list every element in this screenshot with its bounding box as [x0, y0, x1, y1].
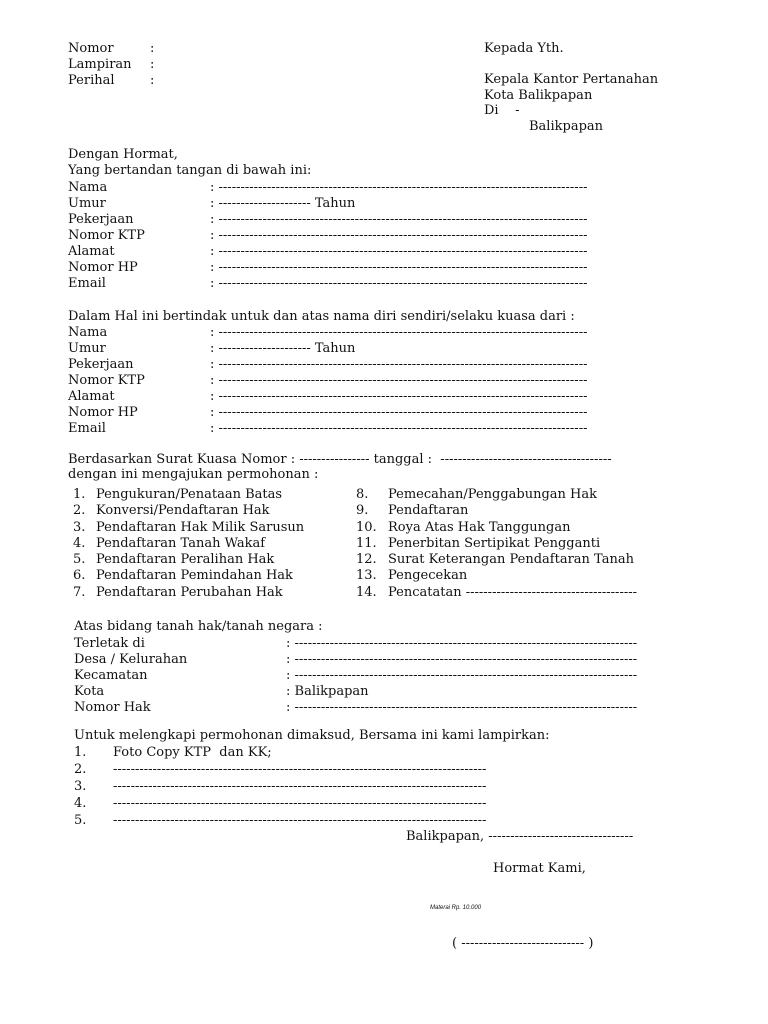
field-value: : Balikpapan	[286, 684, 369, 699]
field-value: : ------------------------------------------------------------------------------------	[210, 389, 588, 404]
field-value: : --------------------- Tahun	[210, 196, 356, 211]
attachment-item: -------------------------------------------------------------------------------------	[113, 779, 487, 794]
field-value: : ------------------------------------------------------------------------------	[286, 668, 638, 683]
field-label: Pekerjaan	[68, 357, 134, 372]
field-value: : ------------------------------------------------------------------------------------	[210, 357, 588, 372]
field-label: Kecamatan	[74, 668, 148, 683]
field-value: : --------------------- Tahun	[210, 341, 356, 356]
recipient-line: Kepala Kantor Pertanahan	[484, 72, 659, 87]
field-value: : ------------------------------------------------------------------------------------	[210, 373, 588, 388]
attachment-item: -------------------------------------------------------------------------------------	[113, 796, 487, 811]
service-item: Pendaftaran Hak Milik Sarusun	[96, 520, 305, 535]
field-value: : ------------------------------------------------------------------------------------	[210, 212, 588, 227]
field-label: Email	[68, 421, 106, 436]
service-item: Konversi/Pendaftaran Hak	[96, 503, 270, 518]
service-item: Pendaftaran Pemindahan Hak	[96, 568, 293, 583]
attachment-item: -------------------------------------------------------------------------------------	[113, 762, 487, 777]
signature-line: ( ---------------------------- )	[452, 936, 594, 951]
field-label: Alamat	[68, 244, 115, 259]
field-value: : ------------------------------------------------------------------------------------	[210, 244, 588, 259]
stamp-note: Materai Rp. 10.000	[430, 905, 482, 911]
field-label: Nomor KTP	[68, 373, 145, 388]
field-value: : ------------------------------------------------------------------------------	[286, 636, 638, 651]
attachment-number: 1.	[74, 745, 87, 760]
service-number: 6.	[73, 568, 86, 583]
service-number: 10.	[356, 520, 377, 535]
field-value: : ------------------------------------------------------------------------------------	[210, 325, 588, 340]
intro-text: Yang bertandan tangan di bawah ini:	[68, 163, 312, 178]
field-value: : ------------------------------------------------------------------------------------	[210, 421, 588, 436]
closing: Hormat Kami,	[493, 861, 586, 876]
field-label: Email	[68, 276, 106, 291]
field-label: Nama	[68, 180, 108, 195]
field-label: Nama	[68, 325, 108, 340]
service-number: 14.	[356, 585, 377, 600]
nomor-label: Nomor	[68, 41, 114, 56]
attachment-number: 2.	[74, 762, 87, 777]
field-value: : ------------------------------------------------------------------------------	[286, 652, 638, 667]
service-item: Surat Keterangan Pendaftaran Tanah	[388, 552, 634, 567]
service-item: Pengecekan	[388, 568, 468, 583]
attachment-item: Foto Copy KTP dan KK;	[113, 745, 272, 760]
field-label: Nomor HP	[68, 405, 138, 420]
lampiran-label: Lampiran	[68, 57, 132, 72]
service-number: 13.	[356, 568, 377, 583]
service-number: 8.	[356, 487, 369, 502]
field-value: : ------------------------------------------------------------------------------------	[210, 260, 588, 275]
power-of-attorney-line: Berdasarkan Surat Kuasa Nomor : ---------------- tanggal : ---------------------------------------	[68, 452, 612, 467]
service-number: 9.	[356, 503, 369, 518]
service-item: Pendaftaran Peralihan Hak	[96, 552, 275, 567]
service-item: Pendaftaran Tanah Wakaf	[96, 536, 266, 551]
service-item: Penerbitan Sertipikat Pengganti	[388, 536, 601, 551]
field-value: : ------------------------------------------------------------------------------------	[210, 180, 588, 195]
field-label: Nomor KTP	[68, 228, 145, 243]
service-item: Pengukuran/Penataan Batas	[96, 487, 283, 502]
service-number: 1.	[73, 487, 86, 502]
recipient-line: Balikpapan	[529, 119, 604, 134]
attachment-number: 3.	[74, 779, 87, 794]
field-label: Nomor Hak	[74, 700, 151, 715]
field-value: : ------------------------------------------------------------------------------------	[210, 228, 588, 243]
service-number: 3.	[73, 520, 86, 535]
request-intro: dengan ini mengajukan permohonan :	[68, 467, 319, 482]
place-date-line: Balikpapan, ---------------------------------	[406, 829, 634, 844]
service-number: 2.	[73, 503, 86, 518]
recipient-line: Kepada Yth.	[484, 41, 564, 56]
field-label: Pekerjaan	[68, 212, 134, 227]
service-number: 5.	[73, 552, 86, 567]
field-label: Desa / Kelurahan	[74, 652, 188, 667]
recipient-line: Kota Balikpapan	[484, 88, 593, 103]
attachment-number: 5.	[74, 813, 87, 828]
field-value: : ------------------------------------------------------------------------------	[286, 700, 638, 715]
field-value: : ------------------------------------------------------------------------------------	[210, 405, 588, 420]
land-intro: Atas bidang tanah hak/tanah negara :	[74, 619, 323, 634]
attachment-item: -------------------------------------------------------------------------------------	[113, 813, 487, 828]
recipient-line: Di -	[484, 103, 520, 118]
perihal-colon: :	[150, 73, 155, 88]
service-number: 11.	[356, 536, 377, 551]
field-label: Terletak di	[74, 636, 145, 651]
lampiran-colon: :	[150, 57, 155, 72]
service-number: 12.	[356, 552, 377, 567]
service-item: Pendaftaran	[388, 503, 469, 518]
attachments-intro: Untuk melengkapi permohonan dimaksud, Bersama ini kami lampirkan:	[74, 728, 550, 743]
service-number: 4.	[73, 536, 86, 551]
service-item: Roya Atas Hak Tanggungan	[388, 520, 571, 535]
nomor-colon: :	[150, 41, 155, 56]
service-item: Pendaftaran Perubahan Hak	[96, 585, 283, 600]
field-label: Nomor HP	[68, 260, 138, 275]
on-behalf-intro: Dalam Hal ini bertindak untuk dan atas nama diri sendiri/selaku kuasa dari :	[68, 309, 575, 324]
greeting: Dengan Hormat,	[68, 147, 178, 162]
perihal-label: Perihal	[68, 73, 115, 88]
service-item: Pemecahan/Penggabungan Hak	[388, 487, 598, 502]
attachment-number: 4.	[74, 796, 87, 811]
field-label: Umur	[68, 196, 106, 211]
field-label: Umur	[68, 341, 106, 356]
service-item: Pencatatan ---------------------------------------	[388, 585, 638, 600]
field-label: Alamat	[68, 389, 115, 404]
field-value: : ------------------------------------------------------------------------------------	[210, 276, 588, 291]
service-number: 7.	[73, 585, 86, 600]
field-label: Kota	[74, 684, 105, 699]
